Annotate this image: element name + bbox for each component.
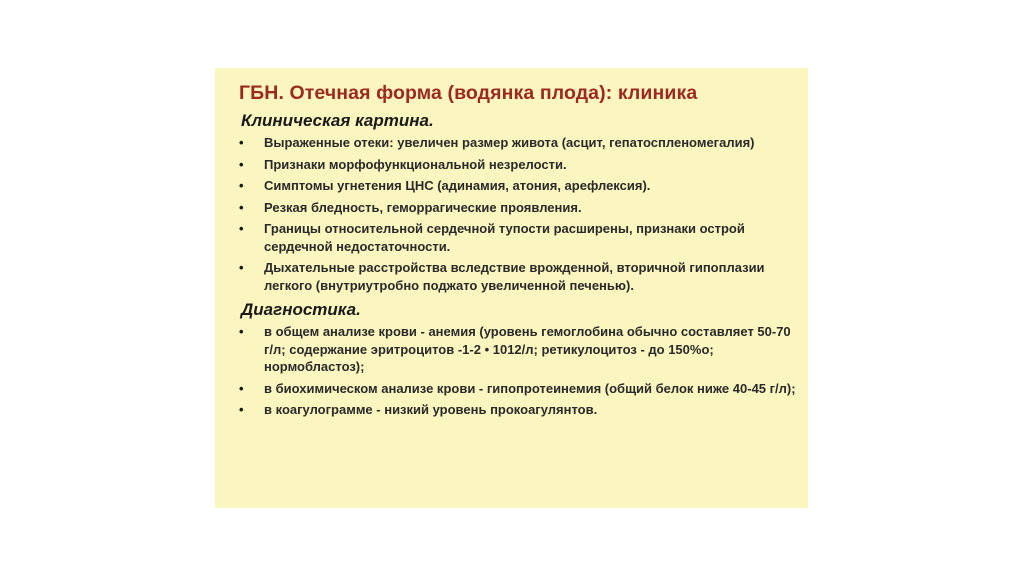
slide-title: ГБН. Отечная форма (водянка плода): клиника — [239, 82, 698, 104]
list-item-text: в общем анализе крови - анемия (уровень гемоглобина обычно составляет 50-70 г/л; содержание эритроцитов -1-2 • 1012/л; ретикулоцитоз - до 150%о; нормобластоз); — [264, 324, 791, 374]
list-item-text: Симптомы угнетения ЦНС (адинамия, атония, арефлексия). — [264, 178, 651, 193]
list-item-text: Дыхательные расстройства вследствие врожденной, вторичной гипоплазии легкого (внутриутробно поджато увеличенной печенью). — [264, 260, 765, 293]
bullet-icon: • — [239, 402, 244, 417]
bullet-icon: • — [239, 324, 244, 339]
list-item-text: в коагулограмме - низкий уровень прокоагулянтов. — [264, 402, 598, 417]
list-item — [233, 156, 798, 174]
list-item — [233, 259, 798, 294]
bullet-icon: • — [239, 380, 244, 396]
list-item — [233, 199, 798, 217]
diagnostics-heading: Диагностика. — [241, 300, 361, 319]
clinical-list — [233, 134, 798, 294]
list-item — [233, 380, 798, 398]
diagnostics-list — [233, 323, 798, 419]
list-item-text: Границы относительной сердечной тупости расширены, признаки острой сердечной недостаточности. — [264, 221, 745, 254]
list-item-text: в биохимическом анализе крови - гипопротеинемия (общий белок ниже 40-45 г/л); — [264, 380, 796, 396]
list-item — [233, 323, 798, 376]
slide — [215, 68, 808, 508]
list-item-text: Признаки морфофункциональной незрелости. — [264, 156, 567, 172]
list-item — [233, 134, 798, 152]
list-item — [233, 177, 798, 195]
bullet-icon: • — [239, 260, 244, 275]
bullet-icon: • — [239, 156, 244, 172]
clinical-heading: Клиническая картина. — [241, 111, 434, 130]
bullet-icon: • — [239, 221, 244, 236]
list-item — [233, 220, 798, 255]
list-item-text: Резкая бледность, геморрагические проявления. — [264, 199, 582, 215]
list-item-text: Выраженные отеки: увеличен размер живота (асцит, гепатоспленомегалия) — [264, 135, 755, 150]
bullet-icon: • — [239, 199, 244, 215]
bullet-icon: • — [239, 178, 244, 193]
list-item — [233, 401, 798, 419]
bullet-icon: • — [239, 135, 244, 150]
